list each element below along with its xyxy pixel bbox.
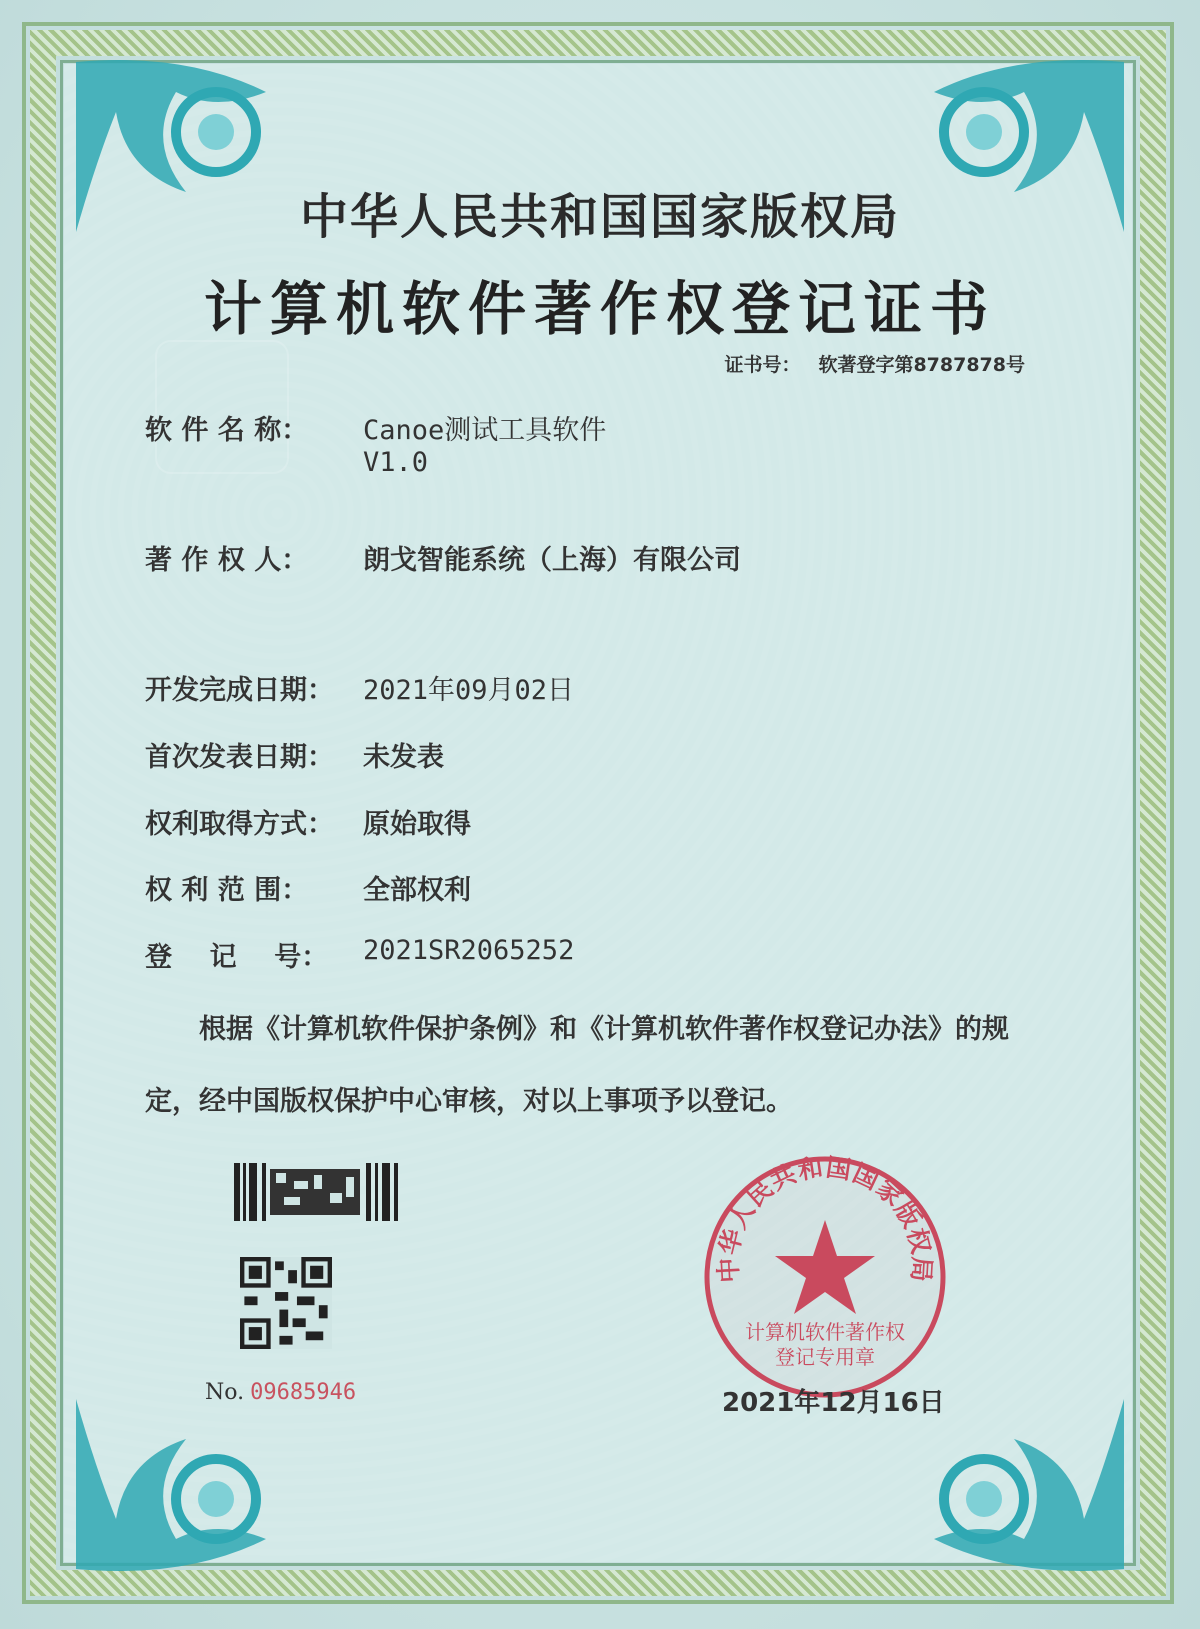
field-value: 全部权利 (363, 875, 471, 906)
corner-ornament-bottom-left (66, 1389, 316, 1579)
field-publish-date (145, 735, 444, 774)
field-owner (145, 538, 741, 577)
serial-number (205, 1380, 356, 1405)
field-label: 首次发表日期： (145, 742, 334, 773)
certificate-number (724, 350, 1025, 377)
svg-text:计算机软件著作权: 计算机软件著作权 (745, 1320, 905, 1344)
barcode-icon (234, 1163, 404, 1221)
field-software-name (145, 408, 606, 478)
issue-date: 2021年12月16日 (722, 1388, 945, 1418)
field-value: 未发表 (363, 742, 444, 773)
field-value: 朗戈智能系统（上海）有限公司 (363, 545, 741, 576)
svg-text:登记专用章: 登记专用章 (775, 1345, 875, 1369)
registration-statement: 根据《计算机软件保护条例》和《计算机软件著作权登记办法》的规定，经中国版权保护中心审核，对以上事项予以登记。 (145, 1014, 1009, 1117)
field-value (363, 408, 606, 478)
official-seal-icon (700, 1152, 950, 1402)
field-label: 登 记 号： (145, 942, 329, 973)
certificate-number-label: 证书号： (724, 354, 801, 376)
svg-text:中华人民共和国国家版权局: 中华人民共和国国家版权局 (713, 1152, 937, 1284)
serial-value: 09685946 (250, 1380, 357, 1405)
software-name-line2: V1.0 (363, 447, 429, 478)
certificate-number-value: 软著登字第8787878号 (818, 354, 1025, 376)
certificate-title: 计算机软件著作权登记证书 (203, 275, 996, 343)
field-label: 权 利 范 围： (145, 875, 309, 906)
field-value: 原始取得 (363, 809, 471, 840)
issuing-authority: 中华人民共和国国家版权局 (299, 189, 900, 245)
field-dev-date (145, 668, 574, 707)
field-label: 著 作 权 人： (145, 545, 309, 576)
field-label: 开发完成日期： (145, 675, 334, 706)
qr-code-icon (240, 1257, 332, 1349)
field-value: 2021SR2065252 (363, 935, 575, 966)
field-label: 权利取得方式： (145, 809, 334, 840)
field-acquire-method (145, 802, 471, 841)
field-label: 软 件 名 称： (145, 415, 309, 446)
field-value: 2021年09月02日 (363, 675, 575, 706)
software-name-line1: Canoe测试工具软件 (363, 415, 607, 446)
field-registration-number (145, 935, 574, 974)
serial-label: No. (205, 1380, 245, 1405)
field-scope (145, 868, 471, 907)
